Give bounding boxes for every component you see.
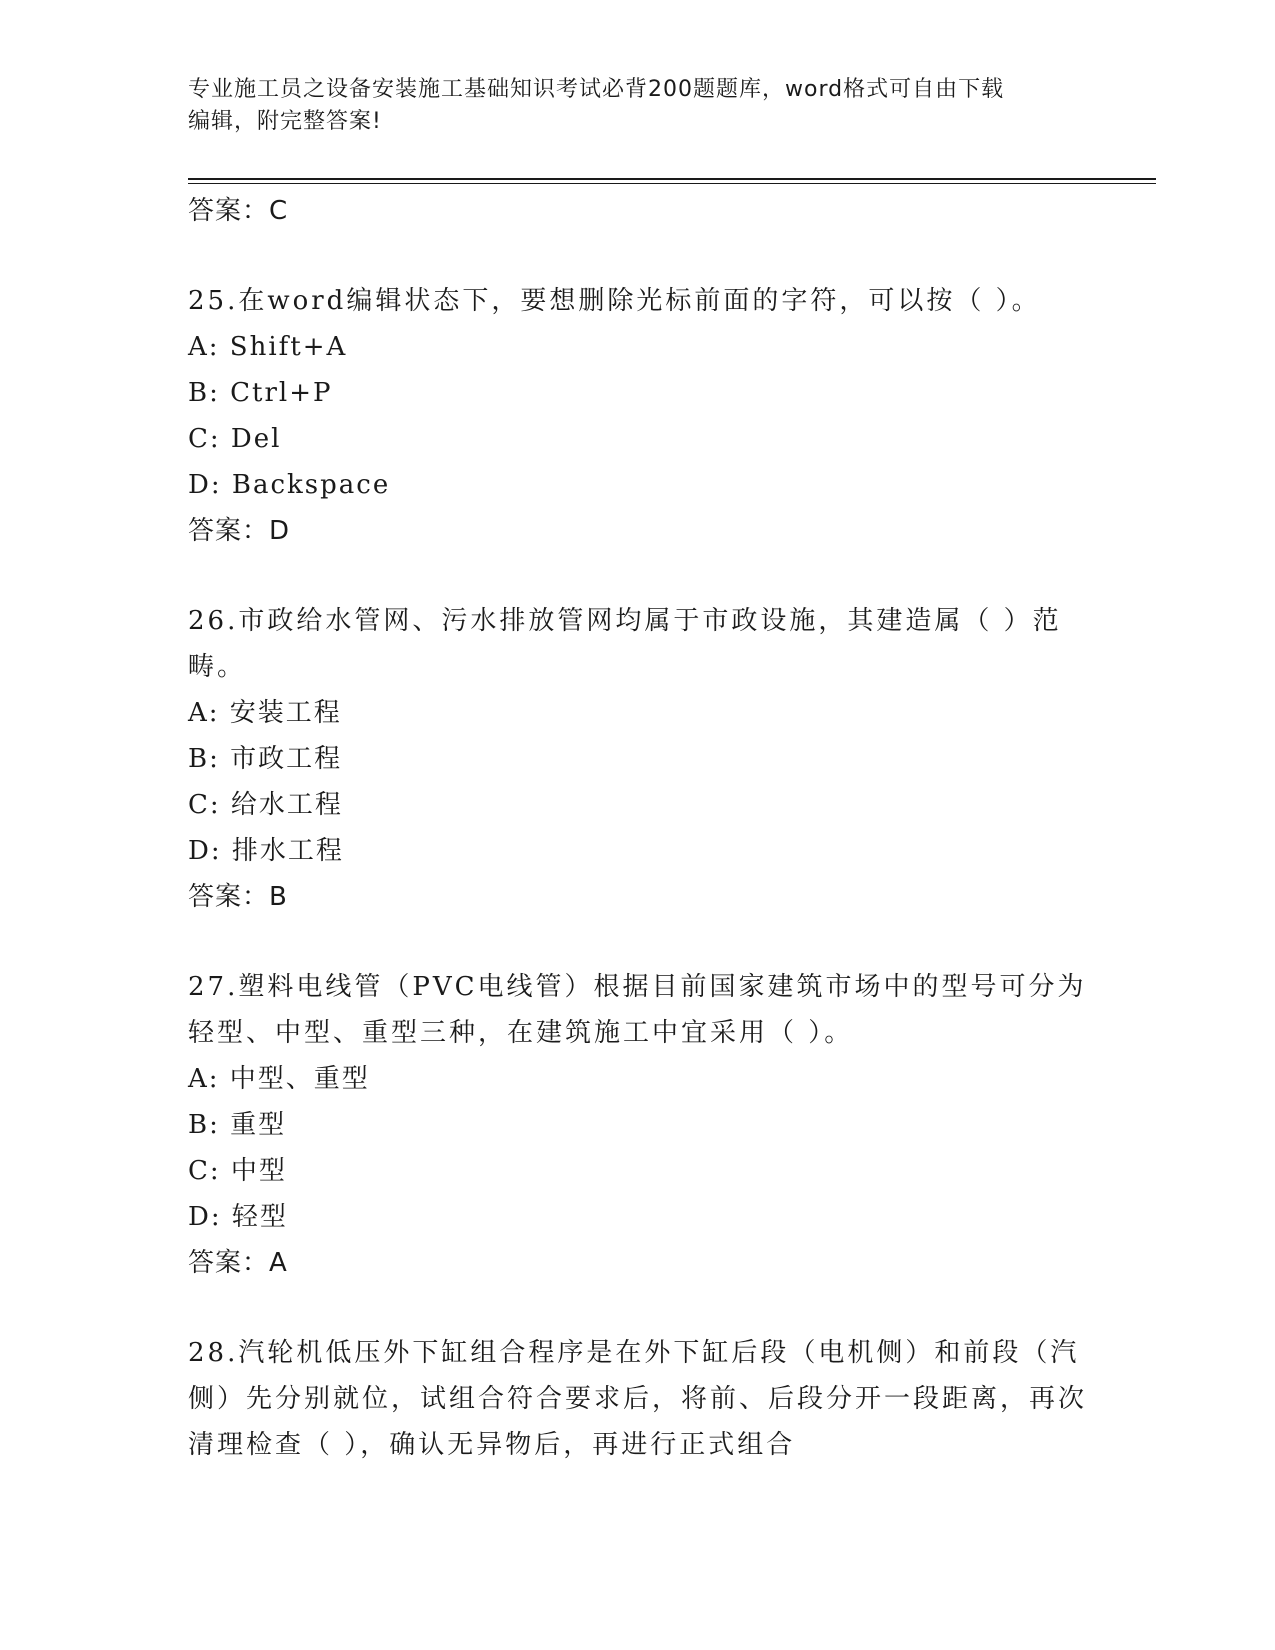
option-d: D: 轻型	[188, 1202, 288, 1232]
question-28	[188, 1330, 1088, 1468]
option-c: C: 给水工程	[188, 790, 343, 820]
answer: 答案：B	[188, 882, 288, 912]
option-b: B: 重型	[188, 1110, 287, 1140]
previous-answer: 答案：C	[188, 196, 289, 226]
question-25	[188, 278, 1088, 554]
option-a: A: 中型、重型	[188, 1064, 370, 1094]
option-d: D: 排水工程	[188, 836, 344, 866]
option-a: A: 安装工程	[188, 698, 342, 728]
question-text: 25.在word编辑状态下，要想删除光标前面的字符，可以按（ ）。	[188, 286, 1041, 316]
option-b: B: 市政工程	[188, 744, 343, 774]
answer: 答案：A	[188, 1248, 288, 1278]
option-c: C: 中型	[188, 1156, 287, 1186]
option-d: D: Backspace	[188, 470, 391, 500]
question-text: 28.汽轮机低压外下缸组合程序是在外下缸后段（电机侧）和前段（汽侧）先分别就位，试组合符合要求后，将前、后段分开一段距离，再次清理检查（ ），确认无异物后，再进行正式组合	[188, 1338, 1088, 1460]
option-c: C: Del	[188, 424, 282, 454]
question-27	[188, 964, 1088, 1286]
header-divider-thin	[188, 183, 1156, 184]
question-26	[188, 598, 1088, 920]
header-divider	[188, 178, 1156, 180]
document-header	[188, 74, 1088, 138]
question-text: 26.市政给水管网、污水排放管网均属于市政设施，其建造属（ ）范畴。	[188, 606, 1062, 682]
question-text: 27.塑料电线管（PVC电线管）根据目前国家建筑市场中的型号可分为轻型、中型、重型三种，在建筑施工中宜采用（ ）。	[188, 972, 1087, 1048]
header-title-line2: 编辑，附完整答案!	[188, 109, 382, 134]
option-b: B: Ctrl+P	[188, 378, 333, 408]
question-list	[188, 188, 1088, 1468]
option-a: A: Shift+A	[188, 332, 348, 362]
header-title-line1: 专业施工员之设备安装施工基础知识考试必背200题题库，word格式可自由下载	[188, 77, 1005, 102]
answer: 答案：D	[188, 516, 291, 546]
